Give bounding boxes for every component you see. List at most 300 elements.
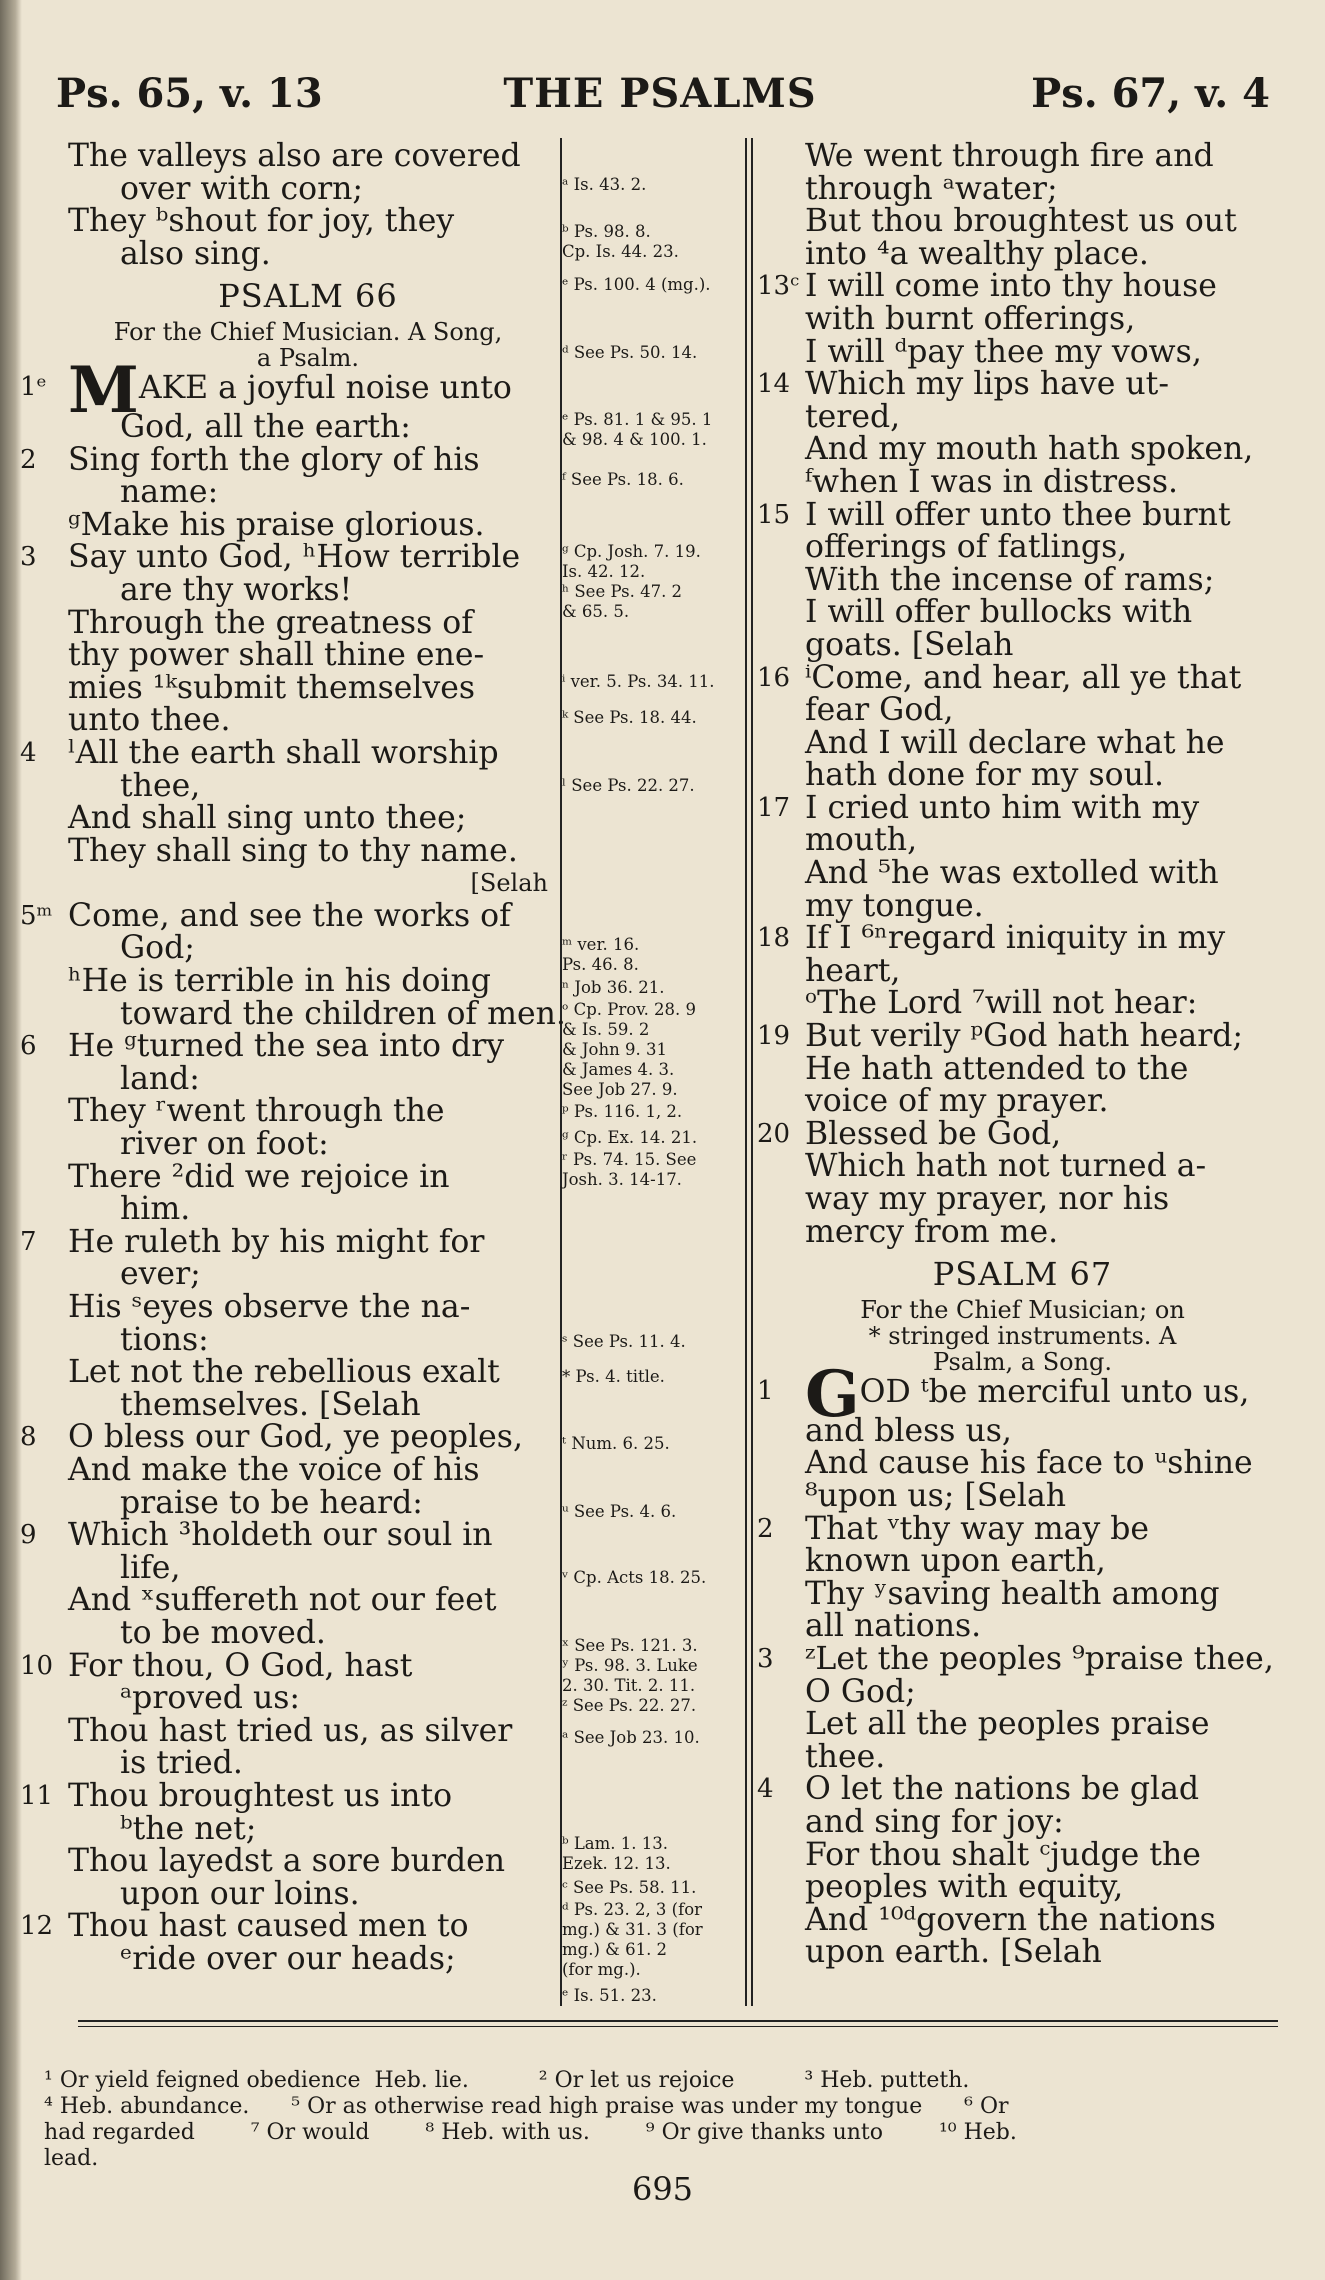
verse-line	[68, 1584, 548, 1617]
drop-capital: G	[805, 1356, 860, 1432]
verse-number: 3	[757, 1643, 774, 1674]
cross-reference: ᵏ See Ps. 18. 44.	[562, 708, 697, 727]
verse-text: They ʳwent through the	[68, 1093, 445, 1130]
verse-text: him.	[120, 1191, 191, 1228]
cross-reference: ʰ See Ps. 47. 2	[562, 582, 683, 601]
verse-line	[765, 1936, 1280, 1969]
cross-reference: ᵉ Ps. 81. 1 & 95. 1	[562, 410, 713, 429]
verse-text: Which my lips have ut-	[805, 366, 1169, 403]
verse-line	[765, 235, 1280, 272]
verse-line	[757, 920, 1280, 957]
verse-text: And I will declare what he	[805, 724, 1225, 761]
verse-line	[68, 1614, 548, 1651]
cross-reference: * Ps. 4. title.	[562, 1367, 665, 1386]
verse-number: 14	[757, 369, 791, 400]
verse-text: We went through fire and	[805, 138, 1214, 174]
verse-line	[68, 1356, 548, 1389]
verse-line	[68, 476, 548, 509]
cross-reference: ᵇ Ps. 98. 8.	[562, 222, 651, 241]
verse-number: 11	[20, 1780, 54, 1811]
cross-reference: ᶜ See Ps. 58. 11.	[562, 1878, 697, 1897]
verse-text: They ᵇshout for joy, they	[68, 203, 455, 240]
verse-text: Thou hast caused men to	[68, 1908, 469, 1945]
verse-line	[765, 887, 1280, 924]
running-head-right: Ps. 67, v. 4	[1031, 70, 1270, 117]
verse-text: Blessed be God,	[805, 1115, 1062, 1152]
cross-reference: (for mg.).	[562, 1960, 641, 1979]
selah-marker: [Selah	[470, 869, 548, 898]
verse-text: known upon earth,	[805, 1543, 1106, 1580]
psalm-superscription	[68, 345, 548, 371]
verse-line	[20, 1908, 548, 1945]
verse-text: Come, and see the works of	[68, 897, 511, 934]
verse-line	[765, 1477, 1280, 1514]
verse-text: Sing forth the glory of his	[68, 441, 480, 478]
verse-text: ever;	[120, 1256, 201, 1293]
cross-reference: ᶻ See Ps. 22. 27.	[562, 1696, 697, 1715]
cross-reference: ᵈ Ps. 23. 2, 3 (for	[562, 1900, 703, 1919]
verse-number: 17	[757, 792, 791, 823]
verse-line	[765, 300, 1280, 337]
verse-text: toward the children of men.	[120, 995, 566, 1032]
verse-text: Which hath not turned a-	[805, 1148, 1207, 1185]
verse-line	[68, 669, 548, 706]
verse-line	[765, 626, 1280, 663]
verse-text: life,	[120, 1549, 181, 1586]
verse-text: And my mouth hath spoken,	[805, 431, 1254, 468]
cross-reference: & John 9. 31	[562, 1040, 667, 1059]
cross-reference: Is. 42. 12.	[562, 562, 646, 581]
psalm-superscription	[765, 1323, 1280, 1349]
verse-number: 13ᶜ	[757, 271, 800, 302]
cross-reference: ᵃ See Job 23. 10.	[562, 1728, 700, 1747]
verse-number: 19	[757, 1021, 791, 1052]
cross-reference: & Is. 59. 2	[562, 1020, 650, 1039]
verse-number: 9	[20, 1520, 37, 1551]
verse-line	[68, 604, 548, 641]
cross-reference: Cp. Is. 44. 23.	[562, 242, 679, 261]
verse-text: For the Chief Musician; on	[860, 1295, 1185, 1324]
verse-text: That ᵛthy way may be	[805, 1510, 1150, 1547]
verse-line	[20, 734, 548, 771]
verse-line	[68, 1747, 548, 1780]
verse-text: ˡAll the earth shall worship	[68, 734, 499, 771]
verse-line	[68, 1484, 548, 1521]
verse-line	[68, 1095, 548, 1128]
verse-line	[68, 571, 548, 608]
verse-line	[68, 1875, 548, 1912]
cross-reference: ᵛ Cp. Acts 18. 25.	[562, 1568, 707, 1587]
verse-text: O let the nations be glad	[805, 1771, 1200, 1808]
psalm-heading: PSALM 66	[218, 277, 398, 316]
verse-line	[765, 1545, 1280, 1578]
verse-number: 1ᵉ	[20, 371, 47, 402]
verse-line	[765, 1412, 1280, 1449]
verse-line	[757, 1115, 1280, 1152]
verse-line	[765, 857, 1280, 890]
verse-line	[765, 1213, 1280, 1250]
verse-line	[68, 1158, 548, 1195]
verse-text: ᵍMake his praise glorious.	[68, 506, 485, 543]
verse-line	[757, 659, 1280, 696]
verse-line	[68, 995, 566, 1032]
verse-text: name:	[120, 474, 219, 511]
cross-reference: ᵈ See Ps. 50. 14.	[562, 343, 698, 362]
cross-reference: mg.) & 31. 3 (for	[562, 1920, 703, 1939]
verse-number: 6	[20, 1031, 37, 1062]
cross-reference: ᶠ See Ps. 18. 6.	[562, 470, 684, 489]
verse-text: thee.	[805, 1738, 886, 1775]
verse-line	[68, 1258, 548, 1291]
verse-number: 4	[20, 737, 37, 768]
verse-text: to be moved.	[120, 1614, 326, 1651]
footnote-line: lead.	[44, 2146, 99, 2171]
verse-text: AKE a joyful noise unto	[138, 369, 512, 406]
verse-line	[68, 932, 548, 965]
verse-line	[765, 824, 1280, 857]
verse-text: and sing for joy:	[805, 1803, 1064, 1840]
verse-text: ᶠwhen I was in distress.	[805, 463, 1179, 500]
verse-text: offerings of fatlings,	[805, 529, 1128, 566]
cross-reference: & 65. 5.	[562, 602, 630, 621]
verse-text: mies ¹ᵏsubmit themselves	[68, 669, 476, 706]
verse-text: And ˣsuffereth not our feet	[68, 1582, 497, 1619]
verse-text: is tried.	[120, 1745, 243, 1782]
cross-reference: mg.) & 61. 2	[562, 1940, 668, 1959]
verse-text: over with corn;	[120, 170, 364, 207]
verse-text: upon earth. [Selah	[805, 1934, 1102, 1971]
verse-line	[20, 1419, 548, 1456]
verse-line	[765, 1447, 1280, 1480]
footnote-line: ⁴ Heb. abundance. ⁵ Or as otherwise read high praise was under my tongue ⁶ Or	[44, 2094, 1009, 2119]
verse-text: my tongue.	[805, 887, 984, 924]
footnote-line: ¹ Or yield feigned obedience Heb. lie. ² Or let us rejoice ³ Heb. putteth.	[44, 2068, 970, 2093]
verse-line	[757, 789, 1280, 826]
verse-text: through ᵃwater;	[805, 170, 1058, 207]
verse-line	[68, 1940, 548, 1977]
cross-reference: ᵖ Ps. 116. 1, 2.	[562, 1102, 683, 1121]
verse-line	[68, 639, 548, 672]
verse-text: He hath attended to the	[805, 1050, 1189, 1087]
verse-line	[765, 1050, 1280, 1087]
verse-text: The valleys also are covered	[68, 138, 521, 174]
verse-text: And ¹⁰ᵈgovern the nations	[805, 1901, 1216, 1938]
cross-reference: ʳ Ps. 74. 15. See	[562, 1150, 697, 1169]
verse-text: He ruleth by his might for	[68, 1223, 485, 1260]
verse-line	[765, 1871, 1280, 1904]
verse-line	[20, 1777, 548, 1814]
verse-text: With the incense of rams;	[805, 561, 1215, 598]
verse-line	[68, 1386, 548, 1423]
verse-text: And shall sing unto thee;	[68, 800, 467, 837]
verse-text: For thou, O God, hast	[68, 1647, 413, 1684]
verse-line	[68, 205, 548, 238]
cross-reference: ᵉ Ps. 100. 4 (mg.).	[562, 275, 711, 294]
verse-text: also sing.	[120, 235, 271, 272]
verse-number: 20	[757, 1118, 791, 1149]
verse-line	[68, 506, 548, 543]
cross-reference: & James 4. 3.	[562, 1060, 675, 1079]
verse-line	[765, 1901, 1280, 1938]
cross-reference: ᵘ See Ps. 4. 6.	[562, 1502, 677, 1521]
verse-line	[20, 897, 548, 934]
rule-center-a	[745, 138, 747, 2006]
verse-text: Let all the peoples praise	[805, 1706, 1210, 1743]
verse-line	[20, 441, 548, 478]
verse-text: Say unto God, ʰHow terrible	[68, 539, 521, 576]
verse-text: O bless our God, ye peoples,	[68, 1419, 523, 1456]
verse-text: And ⁵he was extolled with	[805, 855, 1219, 892]
verse-line	[68, 1810, 548, 1847]
verse-text: into ⁴a wealthy place.	[805, 235, 1149, 272]
verse-line	[757, 366, 1280, 403]
running-head-title: THE PSALMS	[503, 70, 817, 117]
psalm-heading: PSALM 67	[932, 1255, 1113, 1294]
footnotes	[44, 2068, 1289, 2172]
verse-line	[68, 1291, 548, 1324]
verse-line	[68, 1845, 548, 1878]
verse-line	[765, 561, 1280, 598]
cross-reference: ᵃ Is. 43. 2.	[562, 175, 647, 194]
verse-line	[765, 333, 1280, 370]
verse-number: 8	[20, 1422, 37, 1453]
verse-text: Thy ʸsaving health among	[805, 1575, 1220, 1612]
verse-number: 18	[757, 923, 791, 954]
verse-text: ⁸upon us; [Selah	[805, 1477, 1067, 1514]
verse-number: 4	[757, 1774, 774, 1805]
cross-reference: ᵍ Cp. Josh. 7. 19.	[562, 542, 701, 561]
verse-line	[20, 1223, 548, 1260]
verse-text: goats. [Selah	[805, 626, 1014, 663]
verse-text: If I ⁶ⁿregard iniquity in my	[805, 920, 1226, 957]
cross-reference: Josh. 3. 14-17.	[562, 1170, 682, 1189]
verse-text: ᶻLet the peoples ⁹praise thee,	[805, 1640, 1274, 1677]
verse-line	[765, 952, 1280, 989]
verse-text: with burnt offerings,	[805, 300, 1136, 337]
verse-text: * stringed instruments. A	[868, 1321, 1177, 1350]
verse-line	[68, 1682, 548, 1715]
verse-line	[68, 1712, 548, 1749]
verse-number: 2	[757, 1513, 774, 1544]
verse-text: voice of my prayer.	[805, 1083, 1109, 1120]
verse-line	[765, 1085, 1280, 1118]
verse-text: His ˢeyes observe the na-	[68, 1289, 471, 1325]
verse-text: unto thee.	[68, 702, 231, 739]
verse-line	[765, 170, 1280, 207]
verse-line	[68, 1549, 548, 1586]
verse-text: Which ³holdeth our soul in	[68, 1517, 493, 1554]
verse-text: I cried unto him with my	[805, 789, 1200, 826]
verse-line	[757, 1510, 1280, 1547]
verse-number: 15	[757, 499, 791, 530]
verse-line	[68, 1060, 548, 1097]
verse-text: way my prayer, nor his	[805, 1181, 1170, 1217]
verse-text: I will ᵈpay thee my vows,	[805, 333, 1202, 370]
verse-text: heart,	[805, 952, 901, 989]
verse-text: But verily ᵖGod hath heard;	[805, 1018, 1244, 1055]
verse-text: Thou broughtest us into	[68, 1777, 453, 1814]
verse-line	[765, 1183, 1280, 1216]
verse-text: ʰHe is terrible in his doing	[68, 963, 491, 1000]
verse-text: OD ᵗbe merciful unto us,	[859, 1373, 1250, 1410]
verse-line	[757, 268, 1280, 305]
cross-reference: ᵍ Cp. Ex. 14. 21.	[562, 1128, 698, 1147]
verse-text: But thou broughtest us out	[805, 203, 1237, 240]
rule-bottom-b	[78, 2026, 1278, 2027]
verse-text: Through the greatness of	[68, 604, 473, 641]
verse-line	[765, 1836, 1280, 1873]
verse-text: For thou shalt ᶜjudge the	[805, 1836, 1201, 1873]
cross-reference: ˢ See Ps. 11. 4.	[562, 1332, 686, 1351]
verse-line	[68, 1193, 548, 1226]
verse-line	[20, 539, 548, 576]
verse-text: themselves. [Selah	[120, 1386, 421, 1423]
verse-number: 2	[20, 444, 37, 475]
verse-line	[765, 1738, 1280, 1775]
verse-line	[68, 965, 548, 998]
verse-line	[68, 867, 548, 900]
verse-line	[765, 1803, 1280, 1840]
verse-text: There ²did we rejoice in	[68, 1158, 450, 1195]
verse-text: ᵃproved us:	[120, 1680, 301, 1717]
drop-capital: M	[68, 352, 139, 428]
verse-line	[20, 1517, 548, 1554]
verse-text: Thou hast tried us, as silver	[68, 1712, 513, 1749]
rule-center-b	[751, 138, 753, 2006]
cross-reference: & 98. 4 & 100. 1.	[562, 430, 707, 449]
cross-reference: ᵇ Lam. 1. 13.	[562, 1834, 669, 1853]
verse-line	[68, 802, 548, 835]
verse-line	[765, 759, 1280, 792]
verse-text: And make the voice of his	[68, 1451, 480, 1488]
verse-number: 10	[20, 1650, 54, 1681]
verse-text: ⁱCome, and hear, all ye that	[805, 659, 1242, 696]
cross-reference: ᵗ Num. 6. 25.	[562, 1434, 670, 1453]
verse-text: are thy works!	[120, 571, 353, 608]
verse-text: fear God,	[805, 692, 954, 729]
verse-number: 5ᵐ	[20, 900, 53, 931]
psalm-superscription	[68, 319, 548, 345]
verse-line	[765, 205, 1280, 238]
cross-reference: ᵉ Is. 51. 23.	[562, 1986, 657, 2005]
verse-line	[765, 1150, 1280, 1183]
page-number: 695	[631, 2170, 694, 2208]
footnote-line: had regarded ⁷ Or would ⁸ Heb. with us. ⁹ Or give thanks unto ¹⁰ Heb.	[44, 2120, 1017, 2145]
verse-line	[765, 1610, 1280, 1643]
verse-text: ᵉride over our heads;	[120, 1940, 456, 1977]
verse-number: 16	[757, 662, 791, 693]
verse-line	[68, 408, 548, 445]
verse-line	[765, 694, 1280, 727]
verse-line	[68, 832, 548, 869]
cross-reference: ˡ See Ps. 22. 27.	[562, 776, 695, 795]
verse-line	[68, 1321, 548, 1358]
cross-reference: ˣ See Ps. 121. 3.	[562, 1636, 698, 1655]
verse-line	[757, 1018, 1280, 1055]
book-binding-shadow	[0, 0, 22, 2280]
verse-text: I will come into thy house	[805, 268, 1217, 305]
verse-number: 7	[20, 1226, 37, 1257]
cross-reference: Ps. 46. 8.	[562, 955, 639, 974]
verse-text: They shall sing to thy name.	[68, 832, 518, 869]
verse-text: tions:	[120, 1321, 209, 1358]
cross-reference: ᵒ Cp. Prov. 28. 9	[562, 1000, 697, 1019]
verse-line	[20, 1028, 548, 1065]
verse-line	[757, 1771, 1280, 1808]
verse-line	[757, 1640, 1280, 1677]
verse-text: mouth,	[805, 822, 918, 859]
cross-reference: ᵐ ver. 16.	[562, 935, 640, 954]
verse-line	[68, 140, 548, 173]
verse-text: God;	[120, 930, 195, 967]
rule-bottom-a	[78, 2020, 1278, 2022]
text-column-right	[757, 138, 1280, 1971]
verse-text: hath done for my soul.	[805, 757, 1164, 794]
verse-line	[765, 1708, 1280, 1741]
verse-line	[757, 496, 1280, 533]
verse-text: river on foot:	[120, 1126, 329, 1163]
cross-reference: See Job 27. 9.	[562, 1080, 678, 1099]
verse-number: 1	[757, 1375, 774, 1406]
verse-line	[765, 987, 1280, 1020]
verse-text: Let not the rebellious exalt	[68, 1354, 500, 1391]
verse-line	[765, 140, 1280, 173]
verse-text: ᵒThe Lord ⁷will not hear:	[805, 985, 1198, 1022]
verse-text: Thou layedst a sore burden	[68, 1843, 506, 1880]
verse-text: peoples with equity,	[805, 1869, 1124, 1906]
cross-reference: ʸ Ps. 98. 3. Luke	[562, 1656, 698, 1675]
verse-line	[765, 433, 1280, 466]
verse-line	[68, 235, 548, 272]
cross-reference: ⁿ Job 36. 21.	[562, 978, 665, 997]
verse-text: He ᵍturned the sea into dry	[68, 1028, 505, 1065]
verse-number: 12	[20, 1911, 54, 1942]
cross-reference: Ezek. 12. 13.	[562, 1854, 671, 1873]
verse-line	[765, 724, 1280, 761]
verse-text: God, all the earth:	[120, 408, 411, 445]
cross-reference: 2. 30. Tit. 2. 11.	[562, 1676, 696, 1695]
verse-line	[765, 463, 1280, 500]
verse-line	[68, 767, 548, 804]
verse-line	[765, 398, 1280, 435]
verse-text: all nations.	[805, 1608, 982, 1645]
verse-line	[765, 596, 1280, 629]
verse-line	[765, 1673, 1280, 1710]
verse-text: O God;	[805, 1673, 916, 1710]
verse-text: For the Chief Musician. A Song,	[113, 317, 503, 346]
verse-line	[765, 531, 1280, 564]
verse-text: land:	[120, 1060, 200, 1097]
running-head-left: Ps. 65, v. 13	[56, 70, 323, 117]
verse-line	[68, 1128, 548, 1161]
verse-line	[68, 704, 548, 737]
verse-line	[20, 1647, 548, 1684]
verse-text: I will offer unto thee burnt	[805, 496, 1231, 533]
verse-text: Psalm, a Song.	[932, 1347, 1113, 1376]
verse-text: ᵇthe net;	[120, 1810, 257, 1847]
verse-text: praise to be heard:	[120, 1484, 423, 1521]
verse-text: thee,	[120, 767, 201, 804]
verse-text: tered,	[805, 398, 901, 435]
text-column-left	[20, 138, 566, 1977]
verse-text: thy power shall thine ene-	[68, 637, 485, 674]
verse-line	[68, 170, 548, 207]
verse-text: mercy from me.	[805, 1213, 1059, 1250]
verse-line	[68, 1451, 548, 1488]
verse-number: 3	[20, 542, 37, 573]
verse-line	[765, 1575, 1280, 1612]
verse-text: and bless us,	[805, 1412, 1012, 1449]
